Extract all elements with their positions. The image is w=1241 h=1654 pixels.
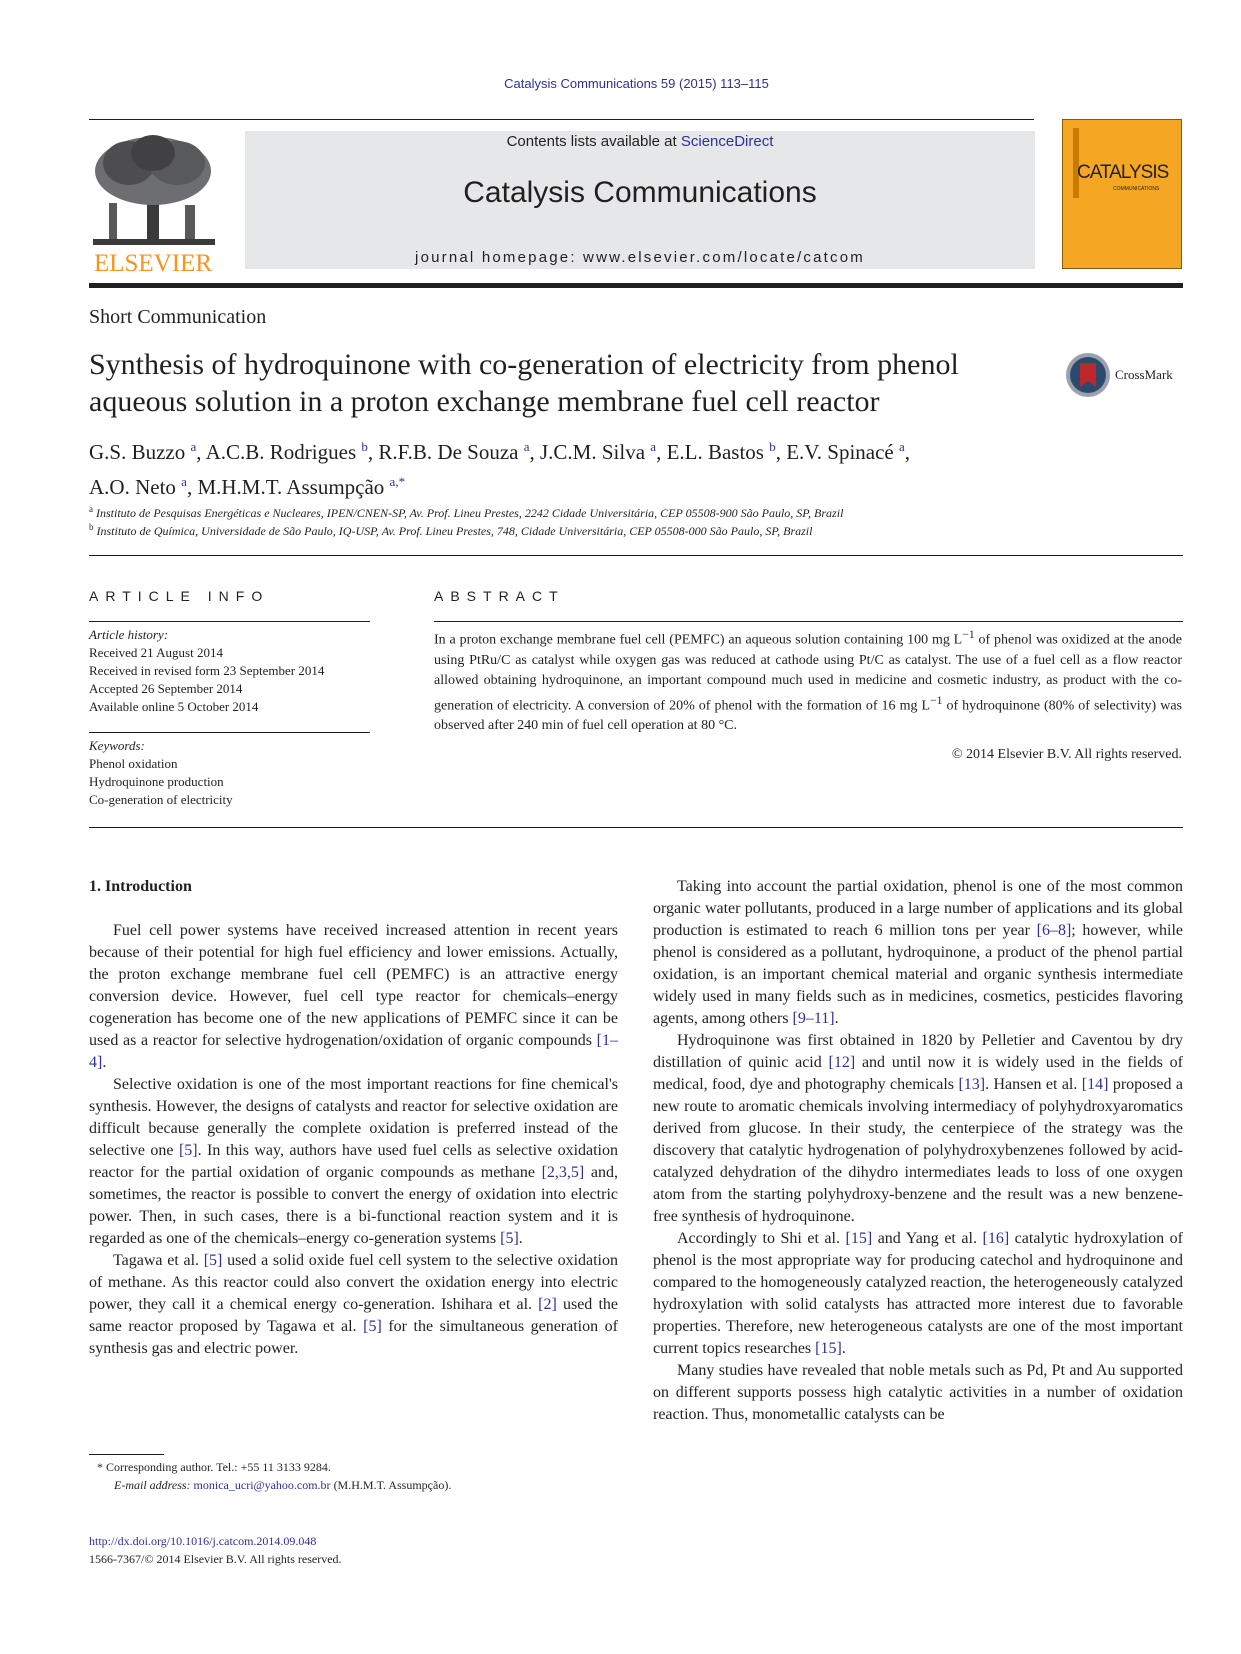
title-line-1: Synthesis of hydroquinone with co-generation of electricity from phenol: [89, 348, 959, 381]
text: used a solid oxide fuel cell system to the selective oxidation of methane. As this reactor could also convert the oxidation energy into electric power, they call it a chemical energy co-generation. Ishihara et al.: [89, 1252, 619, 1313]
citation-link[interactable]: [5]: [363, 1318, 382, 1335]
abstract-part: of hydroquinone (80% of selectivity) was observed after 240 min of fuel cell operation at 80 °C.: [434, 698, 1182, 734]
header-thick-rule: [89, 283, 1183, 288]
author-name: E.V. Spinacé: [786, 440, 899, 464]
abstract-part: In a proton exchange membrane fuel cell (PEMFC) an aqueous solution containing 100 mg L: [434, 632, 963, 648]
paragraph: [653, 1030, 1183, 1228]
abstract-copyright: © 2014 Elsevier B.V. All rights reserved.: [951, 747, 1182, 762]
keyword-item: Phenol oxidation: [89, 756, 178, 771]
text: and until now it is widely used in the fields of medical, food, dye and photography chemicals: [653, 1054, 1183, 1093]
abstract-body: [434, 625, 1182, 736]
abstract-sup: −1: [930, 693, 943, 707]
citation-link[interactable]: [13]: [958, 1076, 986, 1093]
keyword-item: Co-generation of electricity: [89, 792, 233, 807]
affiliation-a: [89, 504, 843, 521]
affiliation-b-mark: b: [89, 522, 94, 532]
footnote: [97, 1458, 617, 1494]
citation-link[interactable]: [2]: [538, 1296, 557, 1313]
text: for the simultaneous generation of synthesis gas and electric power.: [89, 1318, 618, 1357]
history-revised: Received in revised form 23 September 2014: [89, 663, 325, 678]
paragraph: [89, 920, 618, 1074]
citation-link[interactable]: [5]: [178, 1142, 198, 1159]
text: and, sometimes, the reactor is possible to convert the energy of oxidation into electric power. Then, in such cases, there is a bi-functional reaction system and it is regarded as one of the chemicals–energy co-generation systems: [89, 1164, 618, 1247]
author-separator: ,: [904, 440, 911, 464]
article-title: [89, 346, 1039, 420]
crossmark-label: CrossMark: [1115, 367, 1173, 382]
text: Hydroquinone was first obtained in 1820 by Pelletier and Caventou by dry distillation of quinic acid: [653, 1032, 1183, 1071]
paragraph: [653, 1228, 1183, 1360]
citation-link[interactable]: [5]: [500, 1230, 519, 1247]
abstract-rule: [434, 621, 1183, 622]
author-list: [89, 432, 1189, 502]
footnote-corresponding-text: Corresponding author. Tel.: +55 11 3133 9284.: [103, 1460, 331, 1474]
author-name: A.O. Neto: [89, 475, 182, 499]
journal-reference[interactable]: Catalysis Communications 59 (2015) 113–115: [504, 76, 769, 91]
affiliation-b-text: Instituto de Química, Universidade de São Paulo, IQ-USP, Av. Prof. Lineu Prestes, 748, Cidade Universitária, CEP 05508-000 São Paulo, SP, Brazil: [96, 524, 813, 538]
issn-line: 1566-7367/© 2014 Elsevier B.V. All rights reserved.: [89, 1552, 342, 1566]
contents-prefix: Contents lists available at: [506, 133, 681, 150]
footnote-mark: *: [97, 1460, 103, 1474]
authors-line-2: [89, 467, 1189, 502]
text: . In this way, authors have used fuel cells as selective oxidation reactor for the partial oxidation of organic compounds as methane: [89, 1142, 619, 1181]
author-separator: ,: [775, 440, 787, 464]
affiliation-b: [89, 522, 812, 539]
author-affiliation-link[interactable]: a,*: [389, 474, 406, 489]
paragraph: [653, 876, 1183, 1030]
text: Selective oxidation is one of the most important reactions for fine chemical's synthesis. However, the designs of catalysts and reactor for selective oxidation are difficult because generally the complete oxidation is preferred instead of the selective one: [89, 1076, 618, 1159]
text: .: [834, 1010, 839, 1027]
author-name: J.C.M. Silva: [540, 440, 651, 464]
author-affiliation-link[interactable]: b: [769, 439, 776, 454]
crossmark-icon: [1065, 352, 1111, 398]
title-line-2: aqueous solution in a proton exchange membrane fuel cell reactor: [89, 385, 880, 418]
footnote-email: [97, 1476, 617, 1494]
info-rule-top: [89, 621, 370, 622]
abstract-sup: −1: [962, 628, 975, 641]
citation-link[interactable]: [14]: [1081, 1076, 1109, 1093]
history-received: Received 21 August 2014: [89, 645, 223, 660]
text: Accordingly to Shi et al.: [677, 1230, 846, 1247]
citation-link[interactable]: [1–4]: [89, 1032, 618, 1071]
footnote-rule: [89, 1454, 164, 1455]
cover-title: CATALYSIS: [1077, 162, 1169, 183]
footnote-corresponding: [97, 1458, 617, 1476]
author-affiliation-link[interactable]: a: [523, 439, 530, 454]
citation-link[interactable]: [9–11]: [792, 1010, 835, 1027]
sciencedirect-link[interactable]: ScienceDirect: [680, 133, 774, 150]
paragraph: [89, 1250, 618, 1360]
keyword-item: Hydroquinone production: [89, 774, 224, 789]
crossmark-badge[interactable]: [1065, 352, 1195, 400]
journal-homepage[interactable]: journal homepage: www.elsevier.com/locate/catcom: [415, 249, 865, 266]
author-name: A.C.B. Rodrigues: [205, 440, 362, 464]
citation-link[interactable]: [5]: [203, 1252, 223, 1269]
author-separator: ,: [367, 440, 379, 464]
citation-link[interactable]: [16]: [982, 1230, 1010, 1247]
doi-link[interactable]: http://dx.doi.org/10.1016/j.catcom.2014.09.048: [89, 1534, 317, 1548]
history-label: Article history:: [89, 627, 169, 642]
author-name: R.F.B. De Souza: [378, 440, 524, 464]
author-name: M.H.M.T. Assumpção: [197, 475, 390, 499]
text: . Hansen et al.: [985, 1076, 1082, 1093]
contents-line: [245, 133, 1035, 150]
author-separator: ,: [186, 475, 198, 499]
text: .: [102, 1054, 107, 1071]
info-rule-mid: [89, 732, 370, 733]
text: ; however, while phenol is considered as a pollutant, hydroquinone, a product of the phenol partial oxidation, is an important chemical material and organic synthesis intermediate widely used in many fields such as in medicines, cosmetics, pesticides flavoring agents, among others: [653, 922, 1183, 1027]
citation-link[interactable]: [12]: [828, 1054, 856, 1071]
keywords-label: Keywords:: [89, 738, 145, 753]
cover-subtitle: COMMUNICATIONS: [1113, 186, 1160, 192]
authors-line-1: [89, 432, 1189, 467]
text: Taking into account the partial oxidation, phenol is one of the most common organic water pollutants, produced in a large number of applications and its global production is estimated to reach 6 million tons per year: [653, 878, 1183, 939]
text: .: [518, 1230, 523, 1247]
citation-link[interactable]: [15]: [845, 1230, 873, 1247]
author-name: G.S. Buzzo: [89, 440, 191, 464]
header-rule: [89, 119, 1034, 120]
text: .: [841, 1340, 846, 1357]
text: and Yang et al.: [872, 1230, 983, 1247]
citation-link[interactable]: [2,3,5]: [541, 1164, 585, 1181]
body-right-column: [653, 876, 1183, 1426]
author-affiliation-link[interactable]: a: [899, 439, 905, 454]
text: Fuel cell power systems have received increased attention in recent years because of their potential for high fuel efficiency and lower emissions. Actually, the proton exchange membrane fuel cell (PEMFC) is an attractive energy conversion device. However, fuel cell type reactor for chemicals–energy cogeneration has become one of the new applications of PEMFC since it can be used as a reactor for selective hydrogenation/oxidation of organic compounds: [89, 922, 618, 1049]
paragraph: Many studies have revealed that noble metals such as Pd, Pt and Au supported on different supports possess high catalytic activities in a number of oxidation reaction. Thus, monometallic catalysts can be: [653, 1362, 1183, 1423]
text: proposed a new route to aromatic chemicals involving intermediacy of polyhydroxyaromatics derived from glucose. In their study, the centerpiece of the strategy was the discovery that catalytic hydrogenation of polyhydroxybenzenes followed by acid-catalyzed dehydration of the dihydro intermediates leads to loss of one oxygen atom from the starting polyhydroxy-benzene and the result was a new benzene-free synthesis of hydroquinone.: [653, 1076, 1183, 1225]
keywords: [89, 737, 379, 809]
text: used the same reactor proposed by Tagawa et al.: [89, 1296, 618, 1335]
author-affiliation-link[interactable]: a: [190, 439, 197, 454]
email-label: E-mail address:: [114, 1478, 194, 1492]
body-left-column: [89, 920, 618, 1360]
citation-link[interactable]: [6–8]: [1036, 922, 1072, 939]
email-link[interactable]: monica_ucri@yahoo.com.br: [193, 1478, 331, 1492]
affiliation-a-text: Instituto de Pesquisas Energéticas e Nucleares, IPEN/CNEN-SP, Av. Prof. Lineu Prestes, 2242 Cidade Universitária, CEP 05508-900 São Paulo, SP, Brazil: [96, 506, 844, 520]
journal-cover-image[interactable]: [1062, 119, 1182, 269]
article-history: [89, 626, 379, 716]
text: Tagawa et al.: [113, 1252, 204, 1269]
author-separator: ,: [196, 440, 206, 464]
author-separator: ,: [656, 440, 667, 464]
doi-block: [89, 1532, 689, 1568]
email-suffix: (M.H.M.T. Assumpção).: [330, 1478, 452, 1492]
abstract-part: of phenol was oxidized at the anode using PtRu/C as catalyst while oxygen gas was reduced at cathode using Pt/C as catalyst. The use of a fuel cell as a flow reactor allowed obtaining hydroquinone, an important compound much used in medicine and cosmetic industry, as product with the co-generation of electricity. A conversion of 20% of phenol with the formation of 16 mg L: [434, 632, 1182, 714]
citation-link[interactable]: [15]: [815, 1340, 842, 1357]
article-type: Short Communication: [89, 306, 267, 328]
paragraph: [89, 1074, 618, 1250]
article-info-heading: ARTICLE INFO: [89, 588, 270, 604]
affiliation-a-mark: a: [89, 504, 93, 514]
journal-name: Catalysis Communications: [463, 176, 817, 209]
abstract-bottom-rule: [89, 827, 1183, 828]
author-affiliation-link[interactable]: b: [361, 439, 368, 454]
history-online: Available online 5 October 2014: [89, 699, 259, 714]
section-heading-introduction: 1. Introduction: [89, 878, 192, 895]
abstract-heading: ABSTRACT: [434, 588, 565, 604]
author-separator: ,: [529, 440, 540, 464]
author-affiliation-link[interactable]: a: [650, 439, 657, 454]
affiliation-rule: [89, 555, 1183, 556]
text: catalytic hydroxylation of phenol is the most appropriate way for producing catechol and hydroquinone and compared to the homogeneously catalyzed reaction, the heterogeneously catalyzed hydroxylation with solid catalysts has attracted more interest due to favorable properties. Therefore, new heterogeneous catalysts are one of the most important current topics researches: [653, 1230, 1184, 1357]
author-affiliation-link[interactable]: a: [181, 474, 187, 489]
author-name: E.L. Bastos: [666, 440, 770, 464]
history-accepted: Accepted 26 September 2014: [89, 681, 243, 696]
elsevier-wordmark[interactable]: ELSEVIER: [93, 250, 213, 277]
